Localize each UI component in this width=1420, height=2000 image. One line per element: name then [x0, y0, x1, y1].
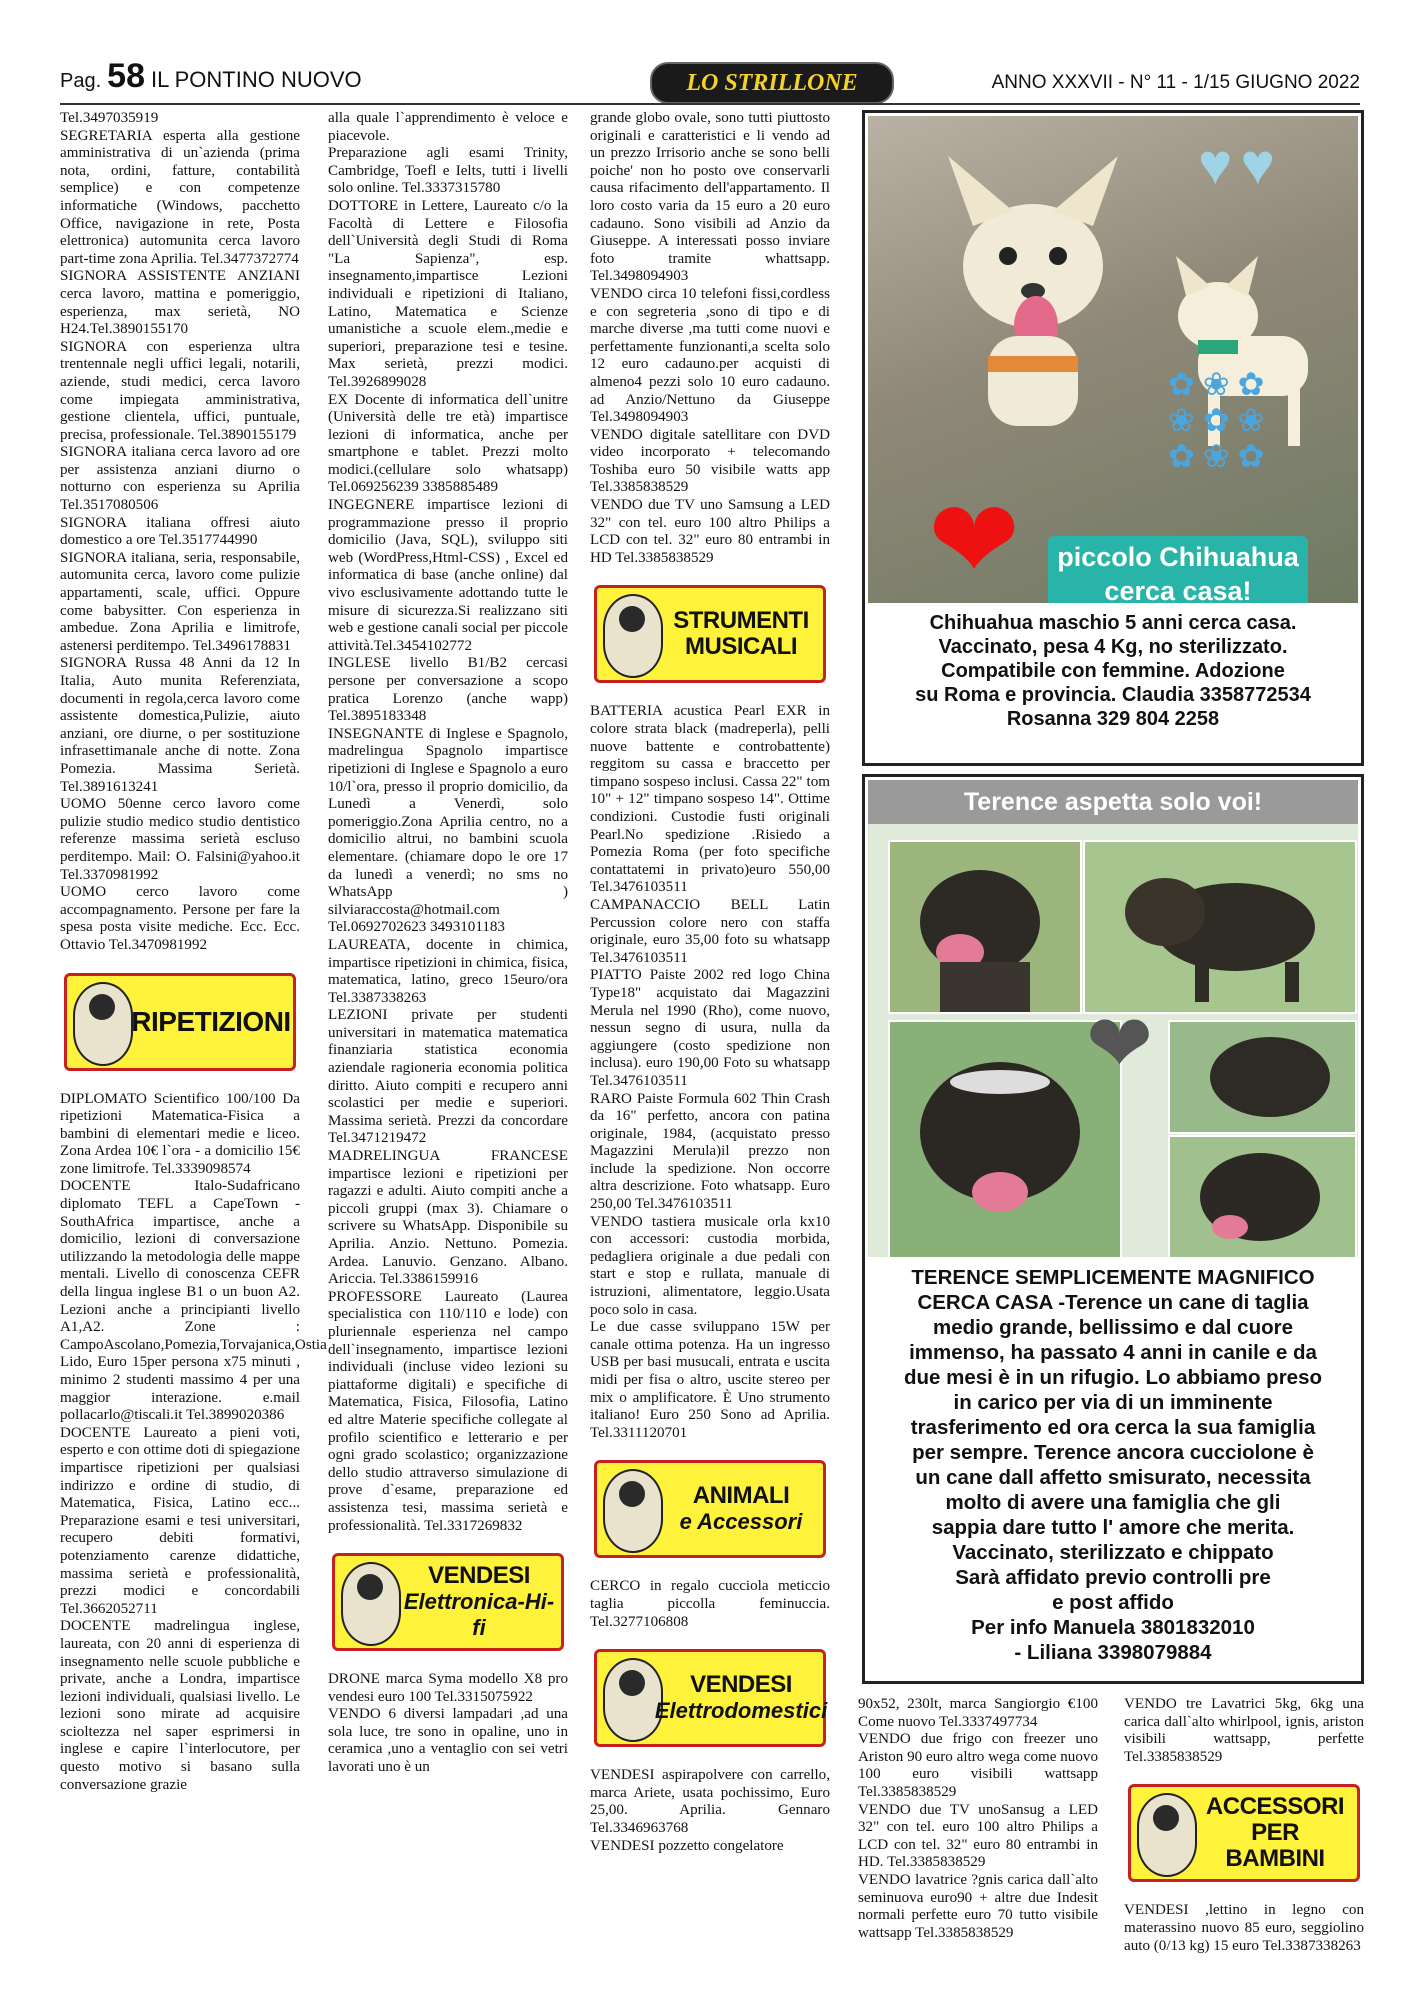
- caption-line: trasferimento ed ora cerca la sua famiglia: [910, 1416, 1316, 1439]
- caption-line: Rosanna 329 804 2258: [1006, 708, 1220, 730]
- banner-title: RIPETIZIONI: [131, 1005, 291, 1037]
- classified-ad: VENDO due TV uno Samsung a LED 32" con tel. euro 100 altro Philips a LCD con tel. 32" euro 80 entrambi in HD Tel.3385838529: [590, 497, 830, 566]
- caption-line: Chihuahua maschio 5 anni cerca casa.: [929, 612, 1297, 634]
- classified-ad: SIGNORA italiana offresi aiuto domestico a ore Tel.3517744990: [60, 514, 300, 549]
- blue-hearts-icon: ♥♥: [1198, 132, 1283, 197]
- classified-ad: INGLESE livello B1/B2 cercasi persone per conversazione a scopo pratica Lorenzo (anche wapp) Tel.3895183348: [328, 655, 568, 725]
- caption-line: due mesi è in un rifugio. Lo abbiamo preso: [903, 1366, 1323, 1389]
- grey-heart-icon: ❤: [1086, 1001, 1154, 1089]
- classified-ad: VENDO circa 10 telefoni fissi,cordless e con segreteria ,sono di tipo e di marche diverse ,ma tutti come nuovi e perfettamente funzionanti,a scelta solo 12 euro cadauno.per acquisti di almeno4 pezzi solo 10 euro cadauno. ad Anzio/Nettuno da Giuseppe Tel.3498094903: [590, 285, 830, 426]
- caption-line: - Liliana 3398079884: [1014, 1641, 1212, 1664]
- column-2: [328, 110, 568, 1777]
- caption-line: molto di avere una famiglia che gli: [945, 1491, 1281, 1514]
- header-left: [60, 57, 362, 96]
- classified-ad: VENDO 6 diversi lampadari ,ad una sola luce, tre sono in opaline, uno in ceramica ,uno a ventaglio con sei vetri lavorati uno è un: [328, 1706, 568, 1776]
- column-4-bottom: [858, 1696, 1098, 1942]
- column-1: [60, 110, 327, 1794]
- classified-ad: UOMO 50enne cerco lavoro come pulizie studio medico studio dentistico referenze massima serietà escluso perditempo. Mail: O. Falsini@yahoo.it Tel.3370981992: [60, 796, 300, 883]
- classified-ad: BATTERIA acustica Pearl EXR in colore strata black (madreperla), pelli nuove battente e controbattente) reggitom su cassa e braccetto per timpano sospeso inclusi. Cassa 22" tom 10" + 12" timpano sospeso 14". Ottime condizioni. Custodie fusti originali Pearl.No spedizione .Risiedo a Pomezia Roma (per foto specifiche contattatemi in privato)euro 550,00 Tel.3476103511: [590, 703, 830, 896]
- classified-ad: grande globo ovale, sono tutti piuttosto originali e caratteristici e li vendo ad un prezzo Irrisorio anche se sono belli poiche' non ho posto ove conservarli causa rifacimento dell'appartamento. Il loro costo varia da 15 euro a 20 euro cadauno. Sono visibili ad Anzio da Giuseppe. A interessati posso inviare foto tramite whattsapp. Tel.3498094903: [590, 110, 830, 285]
- strillone-figure-icon: [73, 982, 133, 1066]
- classified-ad: VENDESI aspirapolvere con carrello, marca Ariete, usata pochissimo, Euro 25,00. Aprilia. Gennaro Tel.3346963768: [590, 1767, 830, 1836]
- classified-ad: DOCENTE madrelingua inglese, laureata, con 20 anni di esperienza di insegnamento nelle scuole pubbliche e private, anche a Londra, impartisce lezioni individuali, qualsiasi livello. Le lezioni sono mirate ad acquisire scioltezza nel saper esprimersi in inglese e capire l`interlocutore, per questo motivo si basano sulla conversazione grazie: [60, 1618, 300, 1793]
- caption-line: per sempre. Terence ancora cucciolone è: [912, 1441, 1314, 1464]
- strillone-figure-icon: [1137, 1793, 1197, 1877]
- caption-line: Vaccinato, sterilizzato e chippato: [952, 1541, 1274, 1564]
- header-rule: [60, 103, 1360, 105]
- column-1-ads: [60, 110, 300, 955]
- caption-line: su Roma e provincia. Claudia 3358772534: [915, 684, 1311, 706]
- classified-ad: CAMPANACCIO BELL Latin Percussion colore nero con staffa originale, euro 35,00 foto su whatsapp Tel.3476103511: [590, 896, 830, 966]
- terence-dog-image: [1168, 1020, 1357, 1134]
- terence-dog-image: [888, 840, 1082, 1014]
- classified-ad: VENDESI ,lettino in legno con materassino nuovo 85 euro, seggiolino auto (0/13 kg) 15 euro Tel.3387338263: [1124, 1902, 1364, 1954]
- terence-caption: [868, 1265, 1358, 1665]
- column-3: [590, 110, 830, 1855]
- classified-ad: 90x52, 230lt, marca Sangiorgio €100 Come nuovo Tel.3337497734: [858, 1696, 1098, 1730]
- banner-title: ACCESSORI: [1205, 1793, 1345, 1821]
- blue-flowers-decoration: ✿ ❀ ✿ ❀ ✿ ❀ ✿ ❀ ✿: [1168, 366, 1265, 474]
- issue-info: ANNO XXXVII - N° 11 - 1/15 GIUGNO 2022: [991, 72, 1360, 93]
- column-5-bottom: [1124, 1696, 1364, 1955]
- classified-ad: DOCENTE Italo-Sudafricano diplomato TEFL a CapeTown -SouthAfrica impartisce, anche a domicilio, lezioni di conversazione utilizzando la metodologia delle mappe mentali. Livello di conoscenza CEFR della lingua inglese B1 o un buon A2. Lezioni anche a principianti livello A1,A2. Zone : CampoAscolano,Pomezia,Torvajanica,Ostia Lido, Euro 15per persona x75 minuti , minimo 2 studenti massimo 4 per una maggior interazione. e.mail pollacarlo@tiscali.it Tel.3899020386: [60, 1178, 327, 1424]
- classified-ad: INGEGNERE impartisce lezioni di programmazione presso il proprio domicilio (Java, SQL), sviluppo siti web (WordPress,Html-CSS) , Excel ed informatica di base (anche online) dal vivo esclusivamente adottando tutte le misure di sicurezza.Si realizzano siti web e gestione canali social per piccole attività.Tel.3454102772: [328, 497, 568, 654]
- strillone-figure-icon: [341, 1562, 401, 1646]
- chihuahua-caption: [868, 611, 1358, 731]
- terence-dog-image: [1083, 840, 1357, 1014]
- classified-ad: MADRELINGUA FRANCESE impartisce lezioni e ripetizioni per ragazzi e adulti. Aiuto compiti anche a piccoli gruppi (max 3). Chiamare o scrivere su WhatsApp. Disponibile su Aprilia. Anzio. Nettuno. Pomezia. Ardea. Lanuvio. Genzano. Albano. Ariccia. Tel.3386159916: [328, 1148, 568, 1288]
- chihuahua-headline: [1048, 536, 1308, 603]
- classified-ad: LEZIONI private per studenti universitari in matematica matematica finanziaria statistica economia aziendale ragioneria economia politica diritto. Aiuto compiti e recupero anni scolastici per medie e superiori. Massima serietà. Prezzi da concordare Tel.3471219472: [328, 1007, 568, 1147]
- page-number: 58: [107, 57, 145, 95]
- caption-line: Vaccinato, pesa 4 Kg, no sterilizzato.: [938, 636, 1288, 658]
- classified-ad: VENDO lavatrice ?gnis carica dall`alto seminuova euro90 + altre due Indesit normali perfette euro 70 tutto visibile wattsapp Tel.3385838529: [858, 1871, 1098, 1941]
- section-banner-vendesi-elettronica: [332, 1553, 564, 1651]
- classified-ad: VENDO tre Lavatrici 5kg, 6kg una carica dall`alto whirlpool, ignis, ariston visibili wattsapp, perfette Tel.3385838529: [1124, 1696, 1364, 1765]
- classified-ad: SEGRETARIA esperta alla gestione amministrativa di un`azienda (prima nota, ordini, fatture, contabilità semplice) e con competenze informatiche (Windows, pacchetto Office, navigazione in rete, Posta elettronica) automunita cerca lavoro part-time zona Aprilia. Tel.3477372774: [60, 127, 300, 267]
- classified-ad: DOCENTE Laureato a pieni voti, esperto e con ottime doti di spiegazione impartisce ripetizioni per qualsiasi indirizzo e ordine di studio, di Matematica, Fisica, Latino ecc... Preparazione esami e tesi universitari, recupero debiti formativi, potenziamento carenze didattiche, massima serietà e professionalità, prezzi modici e concordabili Tel.3662052711: [60, 1424, 300, 1617]
- classified-ad: PROFESSORE Laureato (Laurea specialistica con 110/110 e lode) con pluriennale esperienza nel campo dell`insegnamento, impartisce lezioni individuali (incluse video lezioni su piattaforme digitali) e specifiche di Matematica, Fisica, Filosofia, Latino ed altre Materie specifiche collegate al profilo scientifico e letterario e per ogni grado scolastico; organizzazione dello studio attraverso simulazione di prove d`esame, preparazione ed assistenza tesi, massima serietà e professionalità. Tel.3317269832: [328, 1288, 568, 1534]
- classified-ad: EX Docente di informatica dell`unitre (Università delle tre età) impartisce lezioni di informatica, anche per smartphone e tablet. Prezzi molto modici.(cellulare solo whatsapp) Tel.069256239 3385885489: [328, 391, 568, 496]
- classified-ad: SIGNORA italiana, seria, responsabile, automunita cerca, lavoro come pulizie appartamenti, scale, uffici. Oppure come babysitter. Con esperienza in ambedue. Zona Aprilia e limitrofe, astenersi perditempo. Tel.3496178831: [60, 549, 300, 654]
- caption-line: Per info Manuela 3801832010: [971, 1616, 1255, 1639]
- classified-ad: VENDO tastiera musicale orla kx10 con accessori: custodia morbida, pedagliera originale a due pedali con start e stop e rullata, manuale di istruzioni, alimentatore, leggio.Usata poco solo in casa.: [590, 1213, 830, 1318]
- chihuahua-photo: [868, 116, 1358, 603]
- classified-ad: PIATTO Paiste 2002 red logo China Type18" acquistato dai Magazzini Merula nel 1990 (Rho), come nuovo, nessun segno di usura, nulla da aggiungere (costo spedizione non inclusa). euro 190,00 Foto su whatsapp Tel.3476103511: [590, 967, 830, 1089]
- caption-line: TERENCE SEMPLICEMENTE MAGNIFICO: [911, 1266, 1315, 1289]
- classified-ad: LAUREATA, docente in chimica, impartisce ripetizioni in chimica, fisica, matematica, latino, greco 15euro/ora Tel.3387338263: [328, 936, 568, 1006]
- terence-dog-image: [1168, 1135, 1357, 1257]
- classified-ad: VENDO due frigo con freezer uno Ariston 90 euro altro wega come nuovo 100 euro visibili wattsapp Tel.3385838529: [858, 1731, 1098, 1800]
- strillone-figure-icon: [603, 594, 663, 678]
- classified-ad: DOTTORE in Lettere, Laureato c/o la Facoltà di Lettere e Filosofia dell`Università degli Studi di Roma "La Sapienza", esp. insegnamento,impartisce Lezioni individuali e ripetizioni di Italiano, Latino, Matematica e Scienze umanistiche a scuole elem.,medie e superiori, preparazione tesi e tesine. Max serietà, prezzi modici. Tel.3926899028: [328, 197, 568, 390]
- banner-title: VENDESI: [428, 1562, 530, 1590]
- section-banner-accessori-bambini: [1128, 1784, 1360, 1882]
- banner-subtitle: MUSICALI: [685, 633, 797, 661]
- classified-ad: UOMO cerco lavoro come accompagnamento. Persone per fare la spesa posta visite mediche. Ecc. Ecc. Ottavio Tel.3470981992: [60, 884, 300, 953]
- strillone-figure-icon: [603, 1469, 663, 1553]
- chihuahua-dog-image: [928, 156, 1138, 436]
- publication-name: IL PONTINO NUOVO: [150, 67, 362, 92]
- classified-ad: SIGNORA ASSISTENTE ANZIANI cerca lavoro, mattina e pomeriggio, esperienza, max serietà, NO H24.Tel.3890155170: [60, 268, 300, 338]
- ripetizioni-ads: [60, 1090, 327, 1795]
- headline-line-2: cerca casa!: [1104, 576, 1252, 603]
- section-banner-animali: [594, 1460, 826, 1558]
- lo-strillone-logo: LO STRILLONE: [650, 62, 894, 104]
- adoption-ad-terence: [862, 774, 1364, 1684]
- banner-title: STRUMENTI: [673, 607, 809, 635]
- classified-ad: RARO Paiste Formula 602 Thin Crash da 16" perfetto, ancora con patina originale, 1984, (acquistato presso Magazzini Merula)il prezzo non include la spedizione. Non occorre altra descrizione. Foto whatsapp. Euro 250,00 Tel.3476103511: [590, 1090, 830, 1213]
- banner-subtitle: Elettrodomestici: [654, 1698, 828, 1724]
- classified-ad: SIGNORA italiana cerca lavoro ad ore per assistenza anziani diurno o notturno con esperienza su Aprilia Tel.3517080506: [60, 444, 300, 514]
- classified-ad: Tel.3497035919: [60, 110, 159, 126]
- caption-line: un cane dall affetto smisurato, necessita: [915, 1466, 1311, 1489]
- classified-ad: Preparazione agli esami Trinity, Cambridge, Toefl e Ielts, tutti i livelli solo online. Tel.3337315780: [328, 145, 568, 197]
- classified-ad: SIGNORA Russa 48 Anni da 12 In Italia, Auto munita Referenziata, documenti in regola,cerca lavoro come assistente domestica,Pulizie, aiuto anziani, ore diurne, o per sostituzione infrasettimanale anche di notte. Zona Pomezia. Massima Serietà. Tel.3891613241: [60, 655, 300, 795]
- classified-ad: alla quale l`apprendimento è veloce e piacevole.: [328, 110, 568, 144]
- classified-ad: SIGNORA con esperienza ultra trentennale negli uffici legali, notarili, aziende, studi medici, cerca lavoro come impiegata amministrativa, gestione clientela, uffici, puntuale, precisa, professionale. Tel.3890155179: [60, 338, 300, 443]
- classified-ad: VENDO due TV unoSansug a LED 32" con tel. euro 100 altro Philips a LCD con tel. 32" euro 80 entrambi in HD. Tel.3385838529: [858, 1801, 1098, 1871]
- banner-subtitle: Elettronica-Hi-fi: [403, 1589, 555, 1641]
- classified-ad: DIPLOMATO Scientifico 100/100 Da ripetizioni Matematica-Fisica a bambini di elementari medie e liceo. Zona Ardea 10€ l`ora - a domicilio 15€ zone limitrofe. Tel.3339098574: [60, 1090, 300, 1177]
- page-label: Pag.: [60, 70, 102, 92]
- caption-line: CERCA CASA -Terence un cane di taglia: [917, 1291, 1309, 1314]
- banner-title: ANIMALI: [692, 1482, 790, 1510]
- caption-line: sappia dare tutto l' amore che merita.: [931, 1516, 1295, 1539]
- classified-ad: INSEGNANTE di Inglese e Spagnolo, madrelingua Spagnolo impartisce ripetizioni di Inglese e Spagnolo a euro 10/l`ora, presso il proprio domicilio, da Lunedì a Venerdì, solo pomeriggio.Zona Aprilia centro, no a domicilio altrui, no bambini scuola elementare. (chiamare dopo le ore 17 da lunedì a venerdì; no sms no WhatsApp ) silviaraccosta@hotmail.com Tel.0692702623 3493101183: [328, 725, 568, 936]
- section-banner-ripetizioni: [64, 973, 296, 1071]
- adoption-ad-chihuahua: [862, 110, 1364, 766]
- caption-line: Compatibile con femmine. Adozione: [941, 660, 1285, 682]
- caption-line: in carico per via di un imminente: [953, 1391, 1273, 1414]
- caption-line: immenso, ha passato 4 anni in canile e da: [909, 1341, 1317, 1364]
- headline-line-1: piccolo Chihuahua: [1057, 542, 1299, 572]
- banner-subtitle: e Accessori: [679, 1509, 803, 1535]
- caption-line: e post affido: [1052, 1591, 1174, 1614]
- red-heart-icon: ❤: [928, 480, 1021, 602]
- classified-ad: VENDESI pozzetto congelatore: [590, 1837, 784, 1854]
- terence-title: Terence aspetta solo voi!: [868, 780, 1358, 824]
- classified-ad: DRONE marca Syma modello X8 pro vendesi euro 100 Tel.3315075922: [328, 1671, 568, 1705]
- classified-ad: CERCO in regalo cucciola meticcio taglia piccolla feminuccia. Tel.3277106808: [590, 1578, 830, 1630]
- banner-title: VENDESI: [690, 1671, 792, 1699]
- caption-line: medio grande, bellissimo e dal cuore: [933, 1316, 1293, 1339]
- page-header: [60, 57, 1360, 102]
- classified-ad: Le due casse sviluppano 15W per canale ottima potenza. Ha un ingresso USB per basi musucali, entrata e uscita midi per fisa o altro, uscite stereo per mix o amplificatore. È Uno strumento italiano! Euro 250 Sono ad Aprilia. Tel.3311120701: [590, 1319, 830, 1441]
- caption-line: Sarà affidato previo controlli pre: [955, 1566, 1271, 1589]
- terence-photo-collage: [868, 780, 1358, 1257]
- classified-ad: VENDO digitale satellitare con DVD video incorporato + telecomando Toshiba euro 50 visibile watts app Tel.3385838529: [590, 426, 830, 496]
- section-banner-vendesi-elettrodomestici: [594, 1649, 826, 1747]
- banner-subtitle: PER BAMBINI: [1225, 1819, 1325, 1873]
- section-banner-strumenti-musicali: [594, 585, 826, 683]
